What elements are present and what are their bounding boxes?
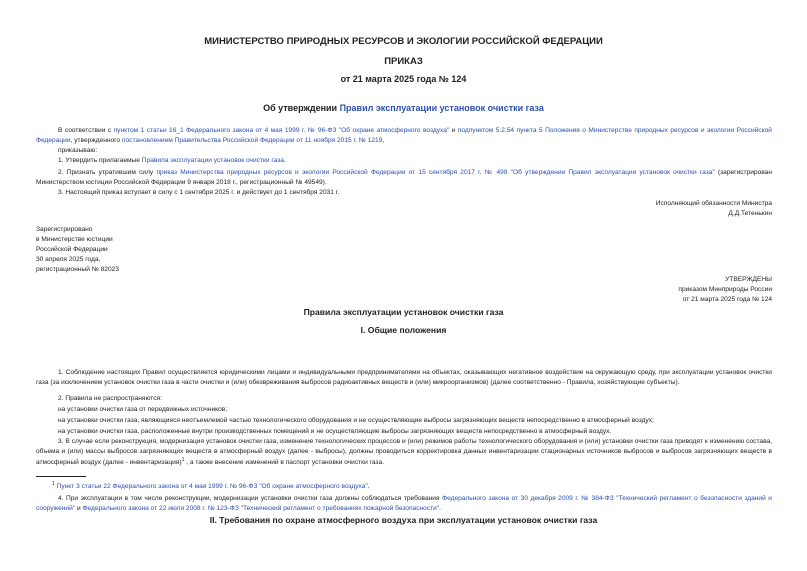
- order-title-link[interactable]: Правил эксплуатации установок очистки газа: [339, 103, 544, 113]
- signature-role: Исполняющий обязанности Министра: [655, 200, 772, 207]
- footnote-end: .: [367, 483, 370, 491]
- item-1: [36, 156, 772, 166]
- ministry-heading: МИНИСТЕРСТВО ПРИРОДНЫХ РЕСУРСОВ И ЭКОЛОГИИ РОССИЙСКОЙ ФЕДЕРАЦИИ: [204, 36, 603, 47]
- government-decree-link[interactable]: постановлением Правительства Российской Федерации от 11 ноября 2015 г. № 1219: [121, 136, 383, 144]
- approved-line: УТВЕРЖДЕНЫ: [725, 276, 772, 283]
- rules-paragraph-2b: на установки очистки газа, являющиеся неотъемлемой частью технологического оборудования и не осуществляющие выбросы загрязняющих веществ непосредственно в атмосферный воздух;: [58, 417, 654, 424]
- preamble-text: ,: [382, 136, 385, 144]
- preamble-text: и: [449, 127, 458, 134]
- rules-paragraph-3-end: , а также внесение изменений в паспорт установки очистки газа.: [184, 459, 384, 467]
- footnote-divider: [36, 476, 86, 477]
- order-title-prefix: Об утверждении: [263, 103, 340, 113]
- section-2-heading: II. Требования по охране атмосферного воздуха при эксплуатации установок очистки газа: [209, 515, 598, 525]
- repealed-order-link[interactable]: приказ Министерства природных ресурсов и экологии Российской Федерации от 15 сентября 2017 г. № 498 "Об утверждении Правил эксплуатации установок очистки газа": [156, 169, 715, 176]
- law-384fz-link[interactable]: Федерального закона от 30 декабря 2009 г. № 384-ФЗ "Технический регламент о безопасности зданий и сооружений": [36, 495, 772, 512]
- rules-paragraph-3: [36, 437, 772, 468]
- preamble-text: , утвержденного: [70, 136, 122, 144]
- law-123fz-link[interactable]: Федерального закона от 22 июля 2008 г. № 123-ФЗ "Технический регламент о требованиях пожарной безопасности": [82, 504, 440, 512]
- approved-line: от 21 марта 2025 года № 124: [682, 296, 772, 303]
- item-1-end: .: [283, 157, 286, 164]
- registration-line: Зарегистрировано: [36, 226, 93, 233]
- item-1-text: 1. Утвердить прилагаемые: [58, 157, 142, 164]
- registration-line: в Министерстве юстиции: [36, 236, 113, 243]
- rules-paragraph-2: 2. Правила не распространяются:: [58, 395, 162, 402]
- item-2: [36, 168, 772, 187]
- footnote-reference[interactable]: 1: [181, 457, 185, 464]
- item-2-end: (зарегистрирован Министерством юстиции Российской Федерации 9 января 2018 г., регистрационный № 49549).: [36, 169, 772, 186]
- order-word: приказываю:: [58, 147, 98, 154]
- doc-type-heading: ПРИКАЗ: [384, 56, 423, 67]
- preamble-text: В соответствии с: [58, 127, 114, 134]
- section-1-heading: I. Общие положения: [360, 325, 447, 335]
- rules-paragraph-4-mid: и: [75, 504, 83, 512]
- preamble-paragraph: [36, 126, 772, 145]
- order-title: [0, 103, 807, 113]
- rules-title: Правила эксплуатации установок очистки газа: [303, 307, 504, 317]
- rules-paragraph-1: 1. Соблюдение настоящих Правил осуществляется юридическими лицами и индивидуальными предпринимателями на объектах, оказывающих негативное воздействие на окружающую среду, при эксплуатации установок очистки газа (за исключением установок очистки газа в части очистки и (или) обезвреживания выбросов радиоактивных веществ и (или) микроорганизмов) (далее соответственно - Правила, хозяйствующие субъекты).: [36, 369, 772, 386]
- item-2-text: 2. Признать утратившим силу: [58, 169, 157, 176]
- rules-paragraph-3-text: 3. В случае если реконструкция, модернизация установок очистки газа, изменение технологических процессов и (или) режимов работы технологического оборудования и (или) установки очистки газа приводят к изменению состава, объема и (или) массы выбросов загрязняющих веществ в атмосферный воздух (далее - выбросы), должны проводиться корректировка данных инвентаризации стационарных источников выбросов и выбросов загрязняющих веществ в атмосферный воздух (далее - инвентаризация): [36, 438, 772, 467]
- rules-paragraph-2a: на установки очистки газа от передвижных источников;: [58, 406, 228, 413]
- approved-line: приказом Минприроды России: [678, 286, 772, 293]
- regulation-link[interactable]: подпунктом 5.2.54 пункта 5 Положения о Министерстве природных ресурсов и экологии Российской Федерации: [36, 127, 772, 144]
- rules-paragraph-4: [36, 494, 772, 513]
- rules-paragraph-4-end: .: [439, 504, 441, 512]
- footnote-mark: 1: [52, 481, 55, 487]
- rules-paragraph-2c: на установки очистки газа, расположенные внутри производственных помещений и не осуществляющие выбросы загрязняющих веществ непосредственно в атмосферный воздух.: [58, 428, 612, 435]
- signature-name: Д.Д.Тетенькин: [728, 210, 772, 217]
- item-3: 3. Настоящий приказ вступает в силу с 1 сентября 2025 г. и действует до 1 сентября 2031 г.: [58, 189, 340, 196]
- registration-line: регистрационный № 82023: [36, 266, 119, 273]
- law-96fz-link[interactable]: пунктом 1 статьи 16_1 Федерального закона от 4 мая 1999 г. № 96-ФЗ "Об охране атмосферного воздуха": [113, 127, 450, 134]
- registration-line: Российской Федерации: [36, 246, 108, 253]
- footnote-law-link[interactable]: Пункт 3 статьи 22 Федерального закона от 4 мая 1999 г. № 96-ФЗ "Об охране атмосферного воздуха": [56, 483, 368, 491]
- footnote: [52, 480, 772, 492]
- rules-link[interactable]: Правила эксплуатации установок очистки газа: [141, 157, 284, 164]
- registration-line: 30 апреля 2025 года,: [36, 256, 101, 263]
- rules-paragraph-4-text: 4. При эксплуатации в том числе реконструкции, модернизации установки очистки газа должны соблюдаться требования: [58, 495, 443, 502]
- order-date-number: от 21 марта 2025 года № 124: [340, 74, 467, 84]
